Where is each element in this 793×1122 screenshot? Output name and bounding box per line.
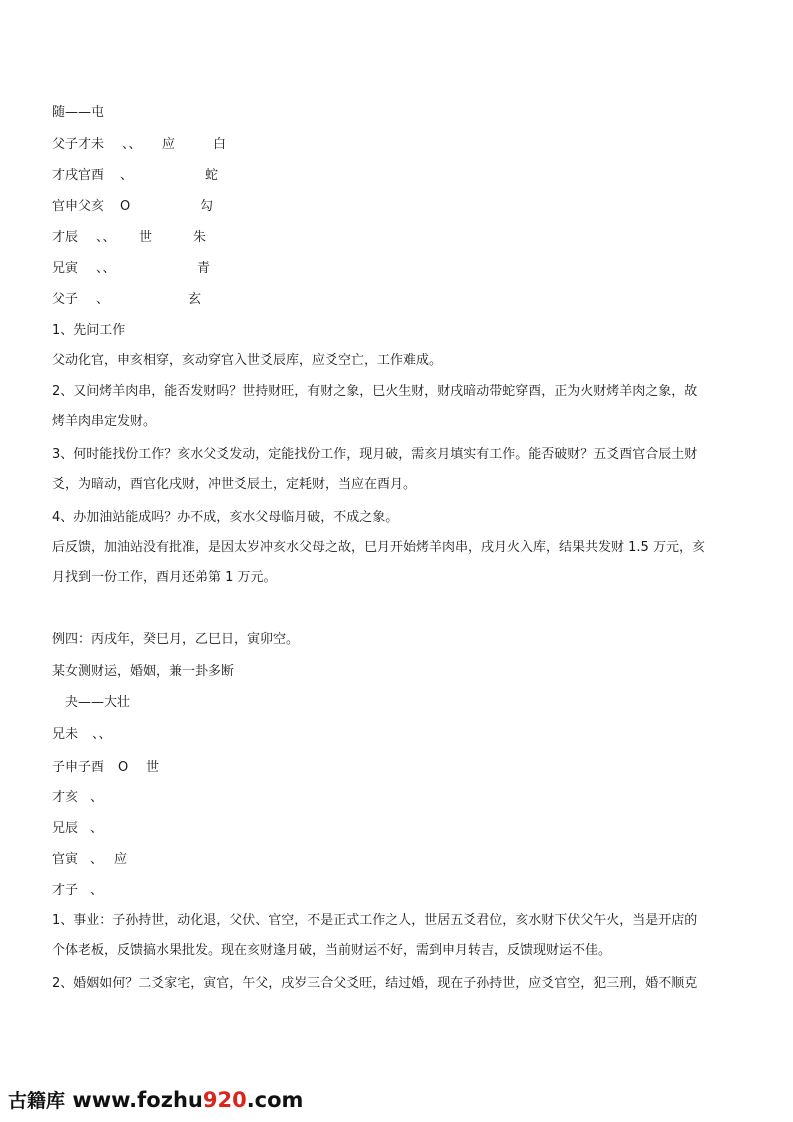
- line-position: 世: [139, 230, 153, 245]
- example-question: 某女测财运，婚姻，兼一卦多断: [52, 664, 235, 679]
- line-mark: 、: [90, 852, 104, 867]
- paragraph-line: 爻，为暗动，酉官化戌财，冲世爻辰土，定耗财，当应在酉月。: [52, 477, 417, 492]
- line-relations: 官寅: [52, 852, 79, 867]
- paragraph-line: 后反馈，加油站没有批准，是因太岁冲亥水父母之故，巳月开始烤羊肉串，戌月火入库，结果共发财 1.5 万元，亥: [52, 540, 705, 555]
- line-mark: O: [120, 199, 131, 214]
- line-position: 世: [146, 760, 160, 775]
- paragraph-line: 3、何时能找份工作？亥水父爻发动，定能找份工作，现月破，需亥月填实有工作。能否破财？五爻酉官合辰土财: [52, 447, 698, 462]
- line-mark: 、、: [122, 137, 142, 152]
- line-spirit: 玄: [188, 292, 202, 307]
- section-heading: [52, 316, 752, 346]
- line-position: 应: [162, 137, 176, 152]
- line-relations: 才戌官酉: [52, 168, 105, 183]
- paragraph: [52, 377, 752, 437]
- line-mark: 、: [120, 168, 134, 183]
- line-mark: 、: [90, 883, 104, 898]
- url-suffix: .com: [246, 1088, 304, 1112]
- paragraph-line: 个体老板，反馈搞水果批发。现在亥财逢月破，当前财运不好，需到申月转吉，反馈现财运不佳。: [52, 943, 612, 958]
- line-mark: O: [118, 760, 129, 775]
- line-spirit: 蛇: [205, 168, 219, 183]
- line-spirit: 青: [197, 261, 211, 276]
- line-relations: 兄未: [52, 727, 79, 742]
- paragraph-line: 2、婚姻如何？二爻家宅，寅官，午父，戌岁三合父爻旺，结过婚，现在子孙持世，应爻官空，犯三刑，婚不顺克: [52, 976, 698, 991]
- line-mark: 、、: [92, 727, 112, 742]
- line-position: 应: [114, 852, 128, 867]
- line-relations: 父子才未: [52, 137, 105, 152]
- line-mark: 、、: [96, 230, 116, 245]
- line-relations: 才亥: [52, 790, 79, 805]
- hexagram-title: 夬——大壮: [65, 695, 131, 710]
- line-relations: 子申子酉: [52, 760, 105, 775]
- line-spirit: 勾: [200, 199, 214, 214]
- paragraph-line: 父动化官，申亥相穿，亥动穿官入世爻辰库，应爻空亡，工作难成。: [52, 353, 443, 368]
- line-mark: 、: [96, 292, 110, 307]
- line-relations: 官申父亥: [52, 199, 105, 214]
- line-relations: 才辰: [52, 230, 79, 245]
- line-relations: 才子: [52, 883, 79, 898]
- paragraph-line: 1、事业：子孙持世，动化退，父伏、官空，不是正式工作之人，世居五爻君位，亥水财下伏父午火，当是开店的: [52, 913, 698, 928]
- line-mark: 、: [90, 821, 104, 836]
- line-relations: 兄寅: [52, 261, 79, 276]
- paragraph: [52, 906, 752, 966]
- url-prefix: www.fozhu: [72, 1088, 203, 1112]
- example-header: 例四：丙戌年，癸巳月，乙巳日，寅卯空。: [52, 632, 300, 647]
- paragraph: [52, 503, 752, 533]
- line-mark: 、: [90, 790, 104, 805]
- line-relations: 兄辰: [52, 821, 79, 836]
- site-url: [72, 1088, 303, 1112]
- paragraph: [52, 969, 752, 999]
- paragraph-line: 1、先问工作: [52, 323, 126, 338]
- paragraph-line: 4、办加油站能成吗？办不成，亥水父母临月破，不成之象。: [52, 510, 399, 525]
- site-name: 古籍库: [8, 1090, 66, 1112]
- url-number: 920: [202, 1088, 247, 1112]
- paragraph: [52, 346, 752, 376]
- paragraph-line: 烤羊肉串定发财。: [52, 414, 157, 429]
- line-mark: 、、: [96, 261, 116, 276]
- line-relations: 父子: [52, 292, 79, 307]
- paragraph-line: 月找到一份工作，酉月还弟第 1 万元。: [52, 570, 277, 585]
- paragraph: [52, 440, 752, 500]
- line-spirit: 朱: [193, 230, 207, 245]
- hexagram-title: 随——屯: [52, 105, 105, 120]
- paragraph: [52, 533, 752, 593]
- site-watermark: [8, 1086, 303, 1113]
- line-spirit: 白: [213, 137, 227, 152]
- paragraph-line: 2、又问烤羊肉串，能否发财吗？世持财旺，有财之象，巳火生财，财戌暗动带蛇穿酉，正为火财烤羊肉之象，故: [52, 384, 698, 399]
